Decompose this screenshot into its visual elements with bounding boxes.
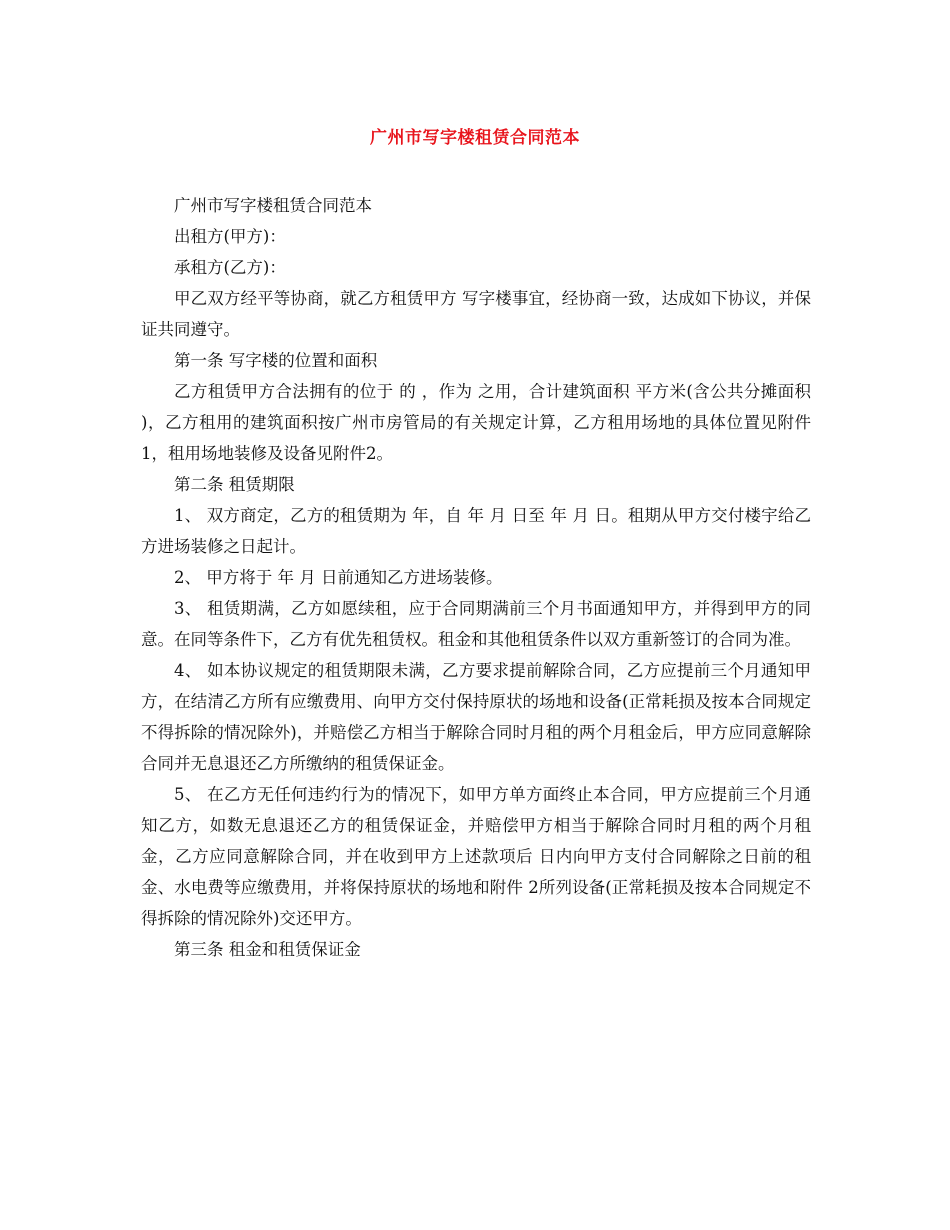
paragraph-lessor: 出租方(甲方)： — [174, 227, 286, 246]
paragraph-heading-repeat: 广州市写字楼租赁合同范本 — [174, 196, 372, 215]
document-title: 广州市写字楼租赁合同范本 — [370, 128, 580, 148]
paragraph-preamble: 甲乙双方经平等协商，就乙方租赁甲方 写字楼事宜，经协商一致，达成如下协议，并保证共同遵守。 — [141, 289, 811, 339]
article-2-item-2: 2、 甲方将于 年 月 日前通知乙方进场装修。 — [174, 568, 503, 587]
article-2-item-5: 5、 在乙方无任何违约行为的情况下，如甲方单方面终止本合同，甲方应提前三个月通知乙方，如数无息退还乙方的租赁保证金，并赔偿甲方相当于解除合同时月租的两个月租金，乙方应同意解除合同，并在收到甲方上述款项后 日内向甲方支付合同解除之日前的租金、水电费等应缴费用，并将保持原状的场地和附件 2所列设备(正常耗损及按本合同规定不得拆除的情况除外)交还甲方。 — [141, 785, 811, 928]
document-body — [141, 190, 811, 965]
article-2-item-3: 3、 租赁期满，乙方如愿续租，应于合同期满前三个月书面通知甲方，并得到甲方的同意。在同等条件下，乙方有优先租赁权。租金和其他租赁条件以双方重新签订的合同为准。 — [141, 599, 811, 649]
article-2-heading: 第二条 租赁期限 — [174, 475, 295, 494]
article-1-body: 乙方租赁甲方合法拥有的位于 的 ，作为 之用，合计建筑面积 平方米(含公共分摊面积 )，乙方租用的建筑面积按广州市房管局的有关规定计算，乙方租用场地的具体位置见附件1，租用场地装修及设备见附件2。 — [141, 382, 811, 463]
article-2-item-4: 4、 如本协议规定的租赁期限未满，乙方要求提前解除合同，乙方应提前三个月通知甲方，在结清乙方所有应缴费用、向甲方交付保持原状的场地和设备(正常耗损及按本合同规定不得拆除的情况除外)，并赔偿乙方相当于解除合同时月租的两个月租金后，甲方应同意解除合同并无息退还乙方所缴纳的租赁保证金。 — [141, 661, 811, 773]
article-2-item-1: 1、 双方商定，乙方的租赁期为 年，自 年 月 日至 年 月 日。租期从甲方交付楼宇给乙方进场装修之日起计。 — [141, 506, 811, 556]
article-1-heading: 第一条 写字楼的位置和面积 — [174, 351, 378, 370]
article-3-heading: 第三条 租金和租赁保证金 — [174, 940, 361, 959]
paragraph-lessee: 承租方(乙方)： — [174, 258, 286, 277]
